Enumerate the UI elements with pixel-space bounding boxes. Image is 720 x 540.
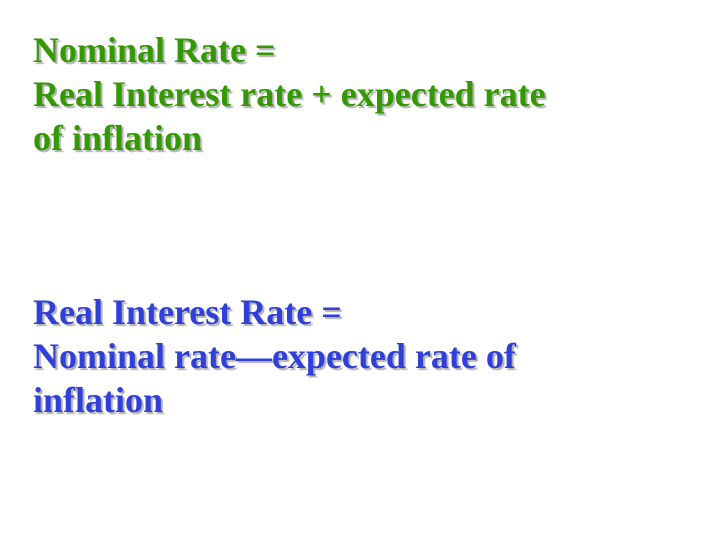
real-formula-line-2: Nominal rate—expected rate of: [33, 336, 516, 376]
nominal-formula-line-2: Real Interest rate + expected rate: [33, 74, 546, 114]
nominal-formula-line-3: of inflation: [33, 118, 203, 158]
real-formula-line-3: inflation: [33, 380, 164, 420]
nominal-rate-formula: [33, 28, 693, 160]
nominal-formula-line-1: Nominal Rate =: [33, 30, 276, 70]
real-formula-line-1: Real Interest Rate =: [33, 292, 342, 332]
real-interest-rate-formula: [33, 290, 693, 422]
